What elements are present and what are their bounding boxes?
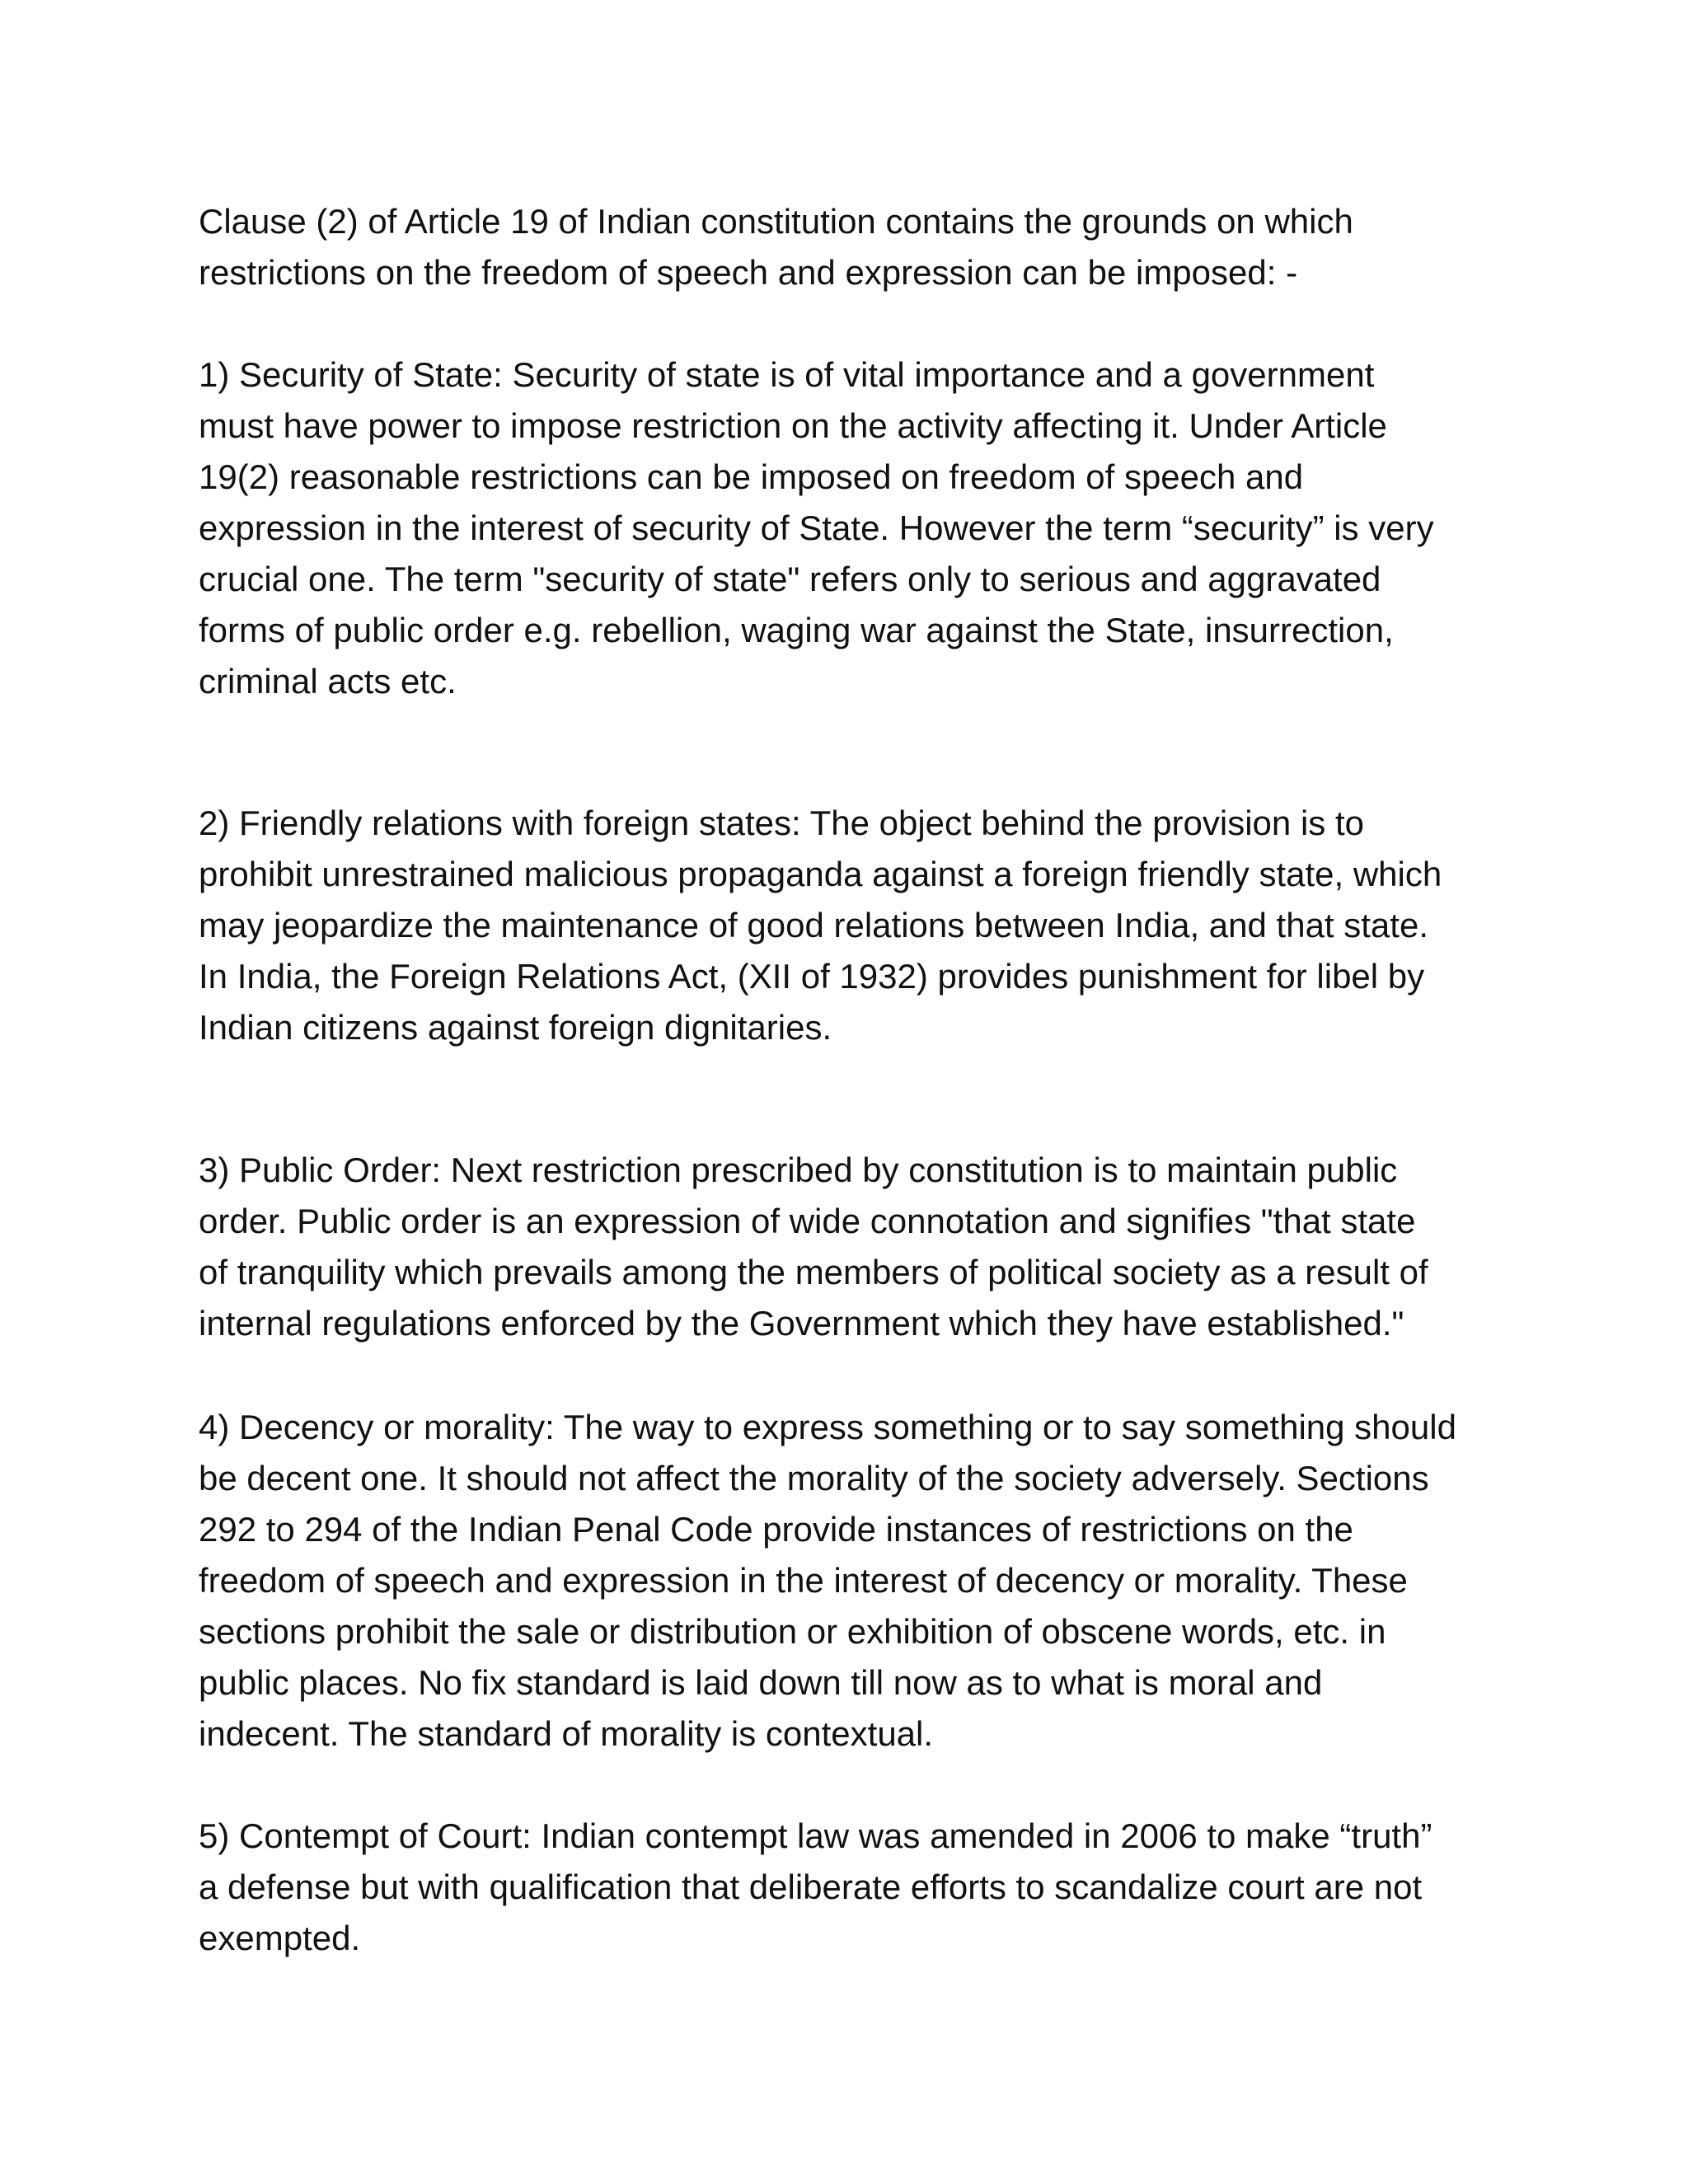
intro-paragraph: Clause (2) of Article 19 of Indian constitution contains the grounds on which restrictions on the freedom of speech and expression can be imposed: -: [199, 202, 1353, 292]
public-order-paragraph: 3) Public Order: Next restriction prescribed by constitution is to maintain public order. Public order is an expression of wide connotation and signifies "that state of tranquility which prevails among the members of political society as a result of internal regulations enforced by the Government which they have established.": [199, 1151, 1428, 1343]
security-of-state-paragraph: 1) Security of State: Security of state is of vital importance and a government must have power to impose restriction on the activity affecting it. Under Article 19(2) reasonable restrictions can be imposed on freedom of speech and expression in the interest of security of State. However the term “security” is very crucial one. The term "security of state" refers only to serious and aggravated forms of public order e.g. rebellion, waging war against the State, insurrection, criminal acts etc.: [199, 355, 1434, 701]
friendly-relations-paragraph: 2) Friendly relations with foreign states: The object behind the provision is to prohibit unrestrained malicious propaganda against a foreign friendly state, which may jeopardize the maintenance of good relations between India, and that state. In India, the Foreign Relations Act, (XII of 1932) provides punishment for libel by Indian citizens against foreign dignitaries.: [199, 804, 1442, 1047]
decency-morality-paragraph: 4) Decency or morality: The way to express something or to say something should be decent one. It should not affect the morality of the society adversely. Sections 292 to 294 of the Indian Penal Code provide instances of restrictions on the freedom of speech and expression in the interest of decency or morality. These sections prohibit the sale or distribution or exhibition of obscene words, etc. in public places. No fix standard is laid down till now as to what is moral and indecent. The standard of morality is contextual.: [199, 1408, 1456, 1753]
contempt-of-court-paragraph: 5) Contempt of Court: Indian contempt law was amended in 2006 to make “truth” a defense but with qualification that deliberate efforts to scandalize court are not exempted.: [199, 1816, 1432, 1957]
